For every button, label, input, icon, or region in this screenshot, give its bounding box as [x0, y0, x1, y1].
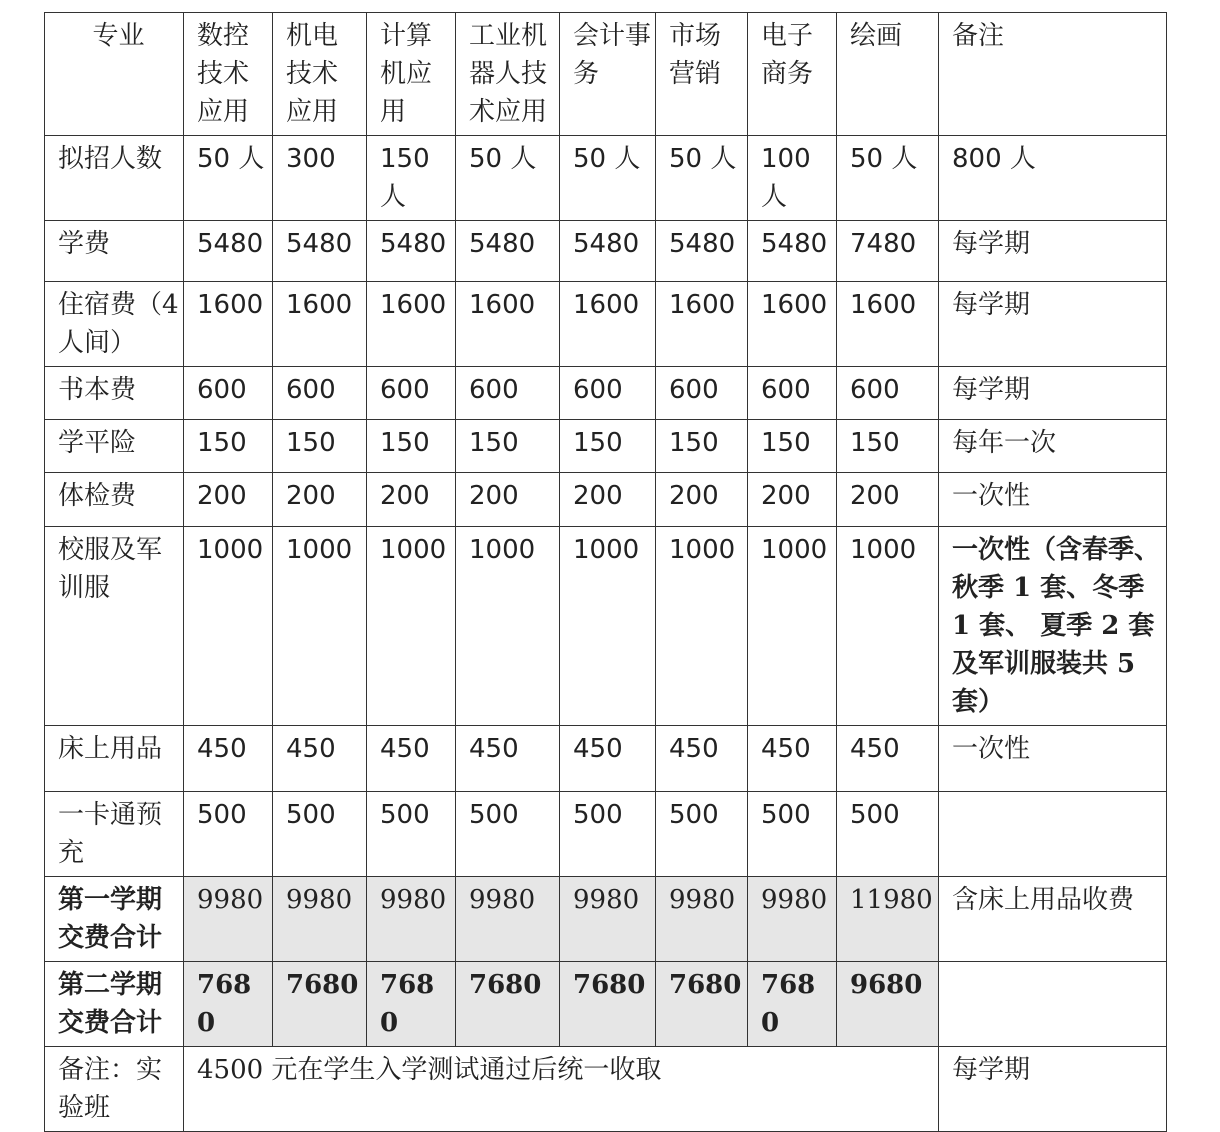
row-value: 1000 [273, 527, 367, 726]
row-value: 7680 [560, 962, 656, 1047]
table-row [45, 527, 1167, 726]
row-value: 500 [184, 792, 273, 877]
row-value: 600 [837, 367, 939, 420]
row-value: 600 [560, 367, 656, 420]
row-label: 一卡通预充 [45, 792, 184, 877]
header-major: 市场营销 [656, 13, 748, 136]
row-value: 5480 [456, 221, 560, 282]
header-major: 数控技术应用 [184, 13, 273, 136]
row-note: 一次性 [939, 726, 1167, 792]
row-note: 每学期 [939, 282, 1167, 367]
row-value: 50 人 [837, 136, 939, 221]
row-value: 500 [560, 792, 656, 877]
row-value: 7680 [273, 962, 367, 1047]
header-major: 计算机应用 [367, 13, 456, 136]
row-value: 450 [560, 726, 656, 792]
row-label: 体检费 [45, 473, 184, 527]
row-label: 书本费 [45, 367, 184, 420]
row-value: 11980 [837, 877, 939, 962]
row-value: 450 [837, 726, 939, 792]
row-value: 9980 [367, 877, 456, 962]
row-label: 第二学期交费合计 [45, 962, 184, 1047]
row-value: 600 [456, 367, 560, 420]
row-value: 5480 [560, 221, 656, 282]
footer-text: 4500 元在学生入学测试通过后统一收取 [184, 1047, 939, 1132]
row-value: 1000 [367, 527, 456, 726]
row-value: 50 人 [184, 136, 273, 221]
header-major: 工业机器人技术应用 [456, 13, 560, 136]
row-value: 200 [367, 473, 456, 527]
row-value: 1000 [656, 527, 748, 726]
row-note [939, 792, 1167, 877]
header-label: 专业 [45, 13, 184, 136]
row-value: 150 [656, 420, 748, 473]
row-value: 1600 [837, 282, 939, 367]
header-major: 机电技术应用 [273, 13, 367, 136]
header-major: 电子商务 [748, 13, 837, 136]
row-value: 50 人 [456, 136, 560, 221]
row-value: 600 [656, 367, 748, 420]
row-value: 500 [273, 792, 367, 877]
row-note: 一次性 [939, 473, 1167, 527]
row-value: 5480 [748, 221, 837, 282]
row-value: 150 [184, 420, 273, 473]
row-note: 每学期 [939, 367, 1167, 420]
row-value: 7480 [837, 221, 939, 282]
table-row [45, 221, 1167, 282]
row-value: 9980 [273, 877, 367, 962]
row-value: 9980 [748, 877, 837, 962]
table-row [45, 367, 1167, 420]
header-note: 备注 [939, 13, 1167, 136]
row-value: 1600 [748, 282, 837, 367]
table-row [45, 136, 1167, 221]
row-value: 1000 [184, 527, 273, 726]
table-row [45, 420, 1167, 473]
row-note: 每年一次 [939, 420, 1167, 473]
footer-note: 每学期 [939, 1047, 1167, 1132]
row-value: 150 [560, 420, 656, 473]
row-value: 1600 [367, 282, 456, 367]
row-label: 第一学期交费合计 [45, 877, 184, 962]
row-value: 1600 [656, 282, 748, 367]
row-value: 1600 [560, 282, 656, 367]
row-value: 5480 [656, 221, 748, 282]
row-value: 150 [273, 420, 367, 473]
row-label: 学费 [45, 221, 184, 282]
row-value: 7680 [456, 962, 560, 1047]
row-value: 600 [367, 367, 456, 420]
row-value: 5480 [367, 221, 456, 282]
row-value: 7680 [367, 962, 456, 1047]
row-value: 9980 [184, 877, 273, 962]
row-value: 9980 [456, 877, 560, 962]
row-note: 800 人 [939, 136, 1167, 221]
row-value: 300 [273, 136, 367, 221]
row-value: 200 [184, 473, 273, 527]
row-value: 1600 [456, 282, 560, 367]
row-value: 450 [367, 726, 456, 792]
row-value: 150 [456, 420, 560, 473]
row-value: 450 [656, 726, 748, 792]
row-value: 9680 [837, 962, 939, 1047]
row-value: 100 人 [748, 136, 837, 221]
footer-label: 备注：实验班 [45, 1047, 184, 1132]
row-value: 200 [273, 473, 367, 527]
row-value: 1000 [560, 527, 656, 726]
row-note: 含床上用品收费 [939, 877, 1167, 962]
row-label: 学平险 [45, 420, 184, 473]
table-row [45, 792, 1167, 877]
row-value: 500 [656, 792, 748, 877]
row-value: 7680 [184, 962, 273, 1047]
row-value: 5480 [184, 221, 273, 282]
footer-row [45, 1047, 1167, 1132]
row-value: 600 [273, 367, 367, 420]
row-value: 500 [456, 792, 560, 877]
fee-table [44, 12, 1167, 1132]
table-row [45, 473, 1167, 527]
row-value: 9980 [656, 877, 748, 962]
row-value: 1000 [456, 527, 560, 726]
row-value: 1000 [837, 527, 939, 726]
row-value: 200 [656, 473, 748, 527]
row-note: 每学期 [939, 221, 1167, 282]
row-value: 450 [456, 726, 560, 792]
table-row [45, 726, 1167, 792]
row-value: 200 [456, 473, 560, 527]
row-value: 450 [748, 726, 837, 792]
row-value: 600 [184, 367, 273, 420]
row-value: 150 人 [367, 136, 456, 221]
row-value: 1000 [748, 527, 837, 726]
header-row [45, 13, 1167, 136]
row-value: 200 [560, 473, 656, 527]
row-value: 200 [837, 473, 939, 527]
row-label: 校服及军训服 [45, 527, 184, 726]
row-value: 600 [748, 367, 837, 420]
row-value: 1600 [184, 282, 273, 367]
row-value: 50 人 [560, 136, 656, 221]
row-value: 450 [184, 726, 273, 792]
row-value: 450 [273, 726, 367, 792]
row-value: 150 [837, 420, 939, 473]
row-value: 7680 [656, 962, 748, 1047]
row-value: 50 人 [656, 136, 748, 221]
row-value: 5480 [273, 221, 367, 282]
row-label: 拟招人数 [45, 136, 184, 221]
row-value: 7680 [748, 962, 837, 1047]
row-value: 1600 [273, 282, 367, 367]
row-label: 床上用品 [45, 726, 184, 792]
row-value: 9980 [560, 877, 656, 962]
row-value: 150 [748, 420, 837, 473]
row-value: 500 [748, 792, 837, 877]
total-row [45, 877, 1167, 962]
table-row [45, 282, 1167, 367]
row-value: 500 [837, 792, 939, 877]
header-major: 绘画 [837, 13, 939, 136]
row-value: 200 [748, 473, 837, 527]
total-row [45, 962, 1167, 1047]
row-note: 一次性（含春季、秋季 1 套、冬季 1 套、 夏季 2 套及军训服装共 5 套） [939, 527, 1167, 726]
row-note [939, 962, 1167, 1047]
row-value: 150 [367, 420, 456, 473]
header-major: 会计事务 [560, 13, 656, 136]
row-value: 500 [367, 792, 456, 877]
row-label: 住宿费（4 人间） [45, 282, 184, 367]
